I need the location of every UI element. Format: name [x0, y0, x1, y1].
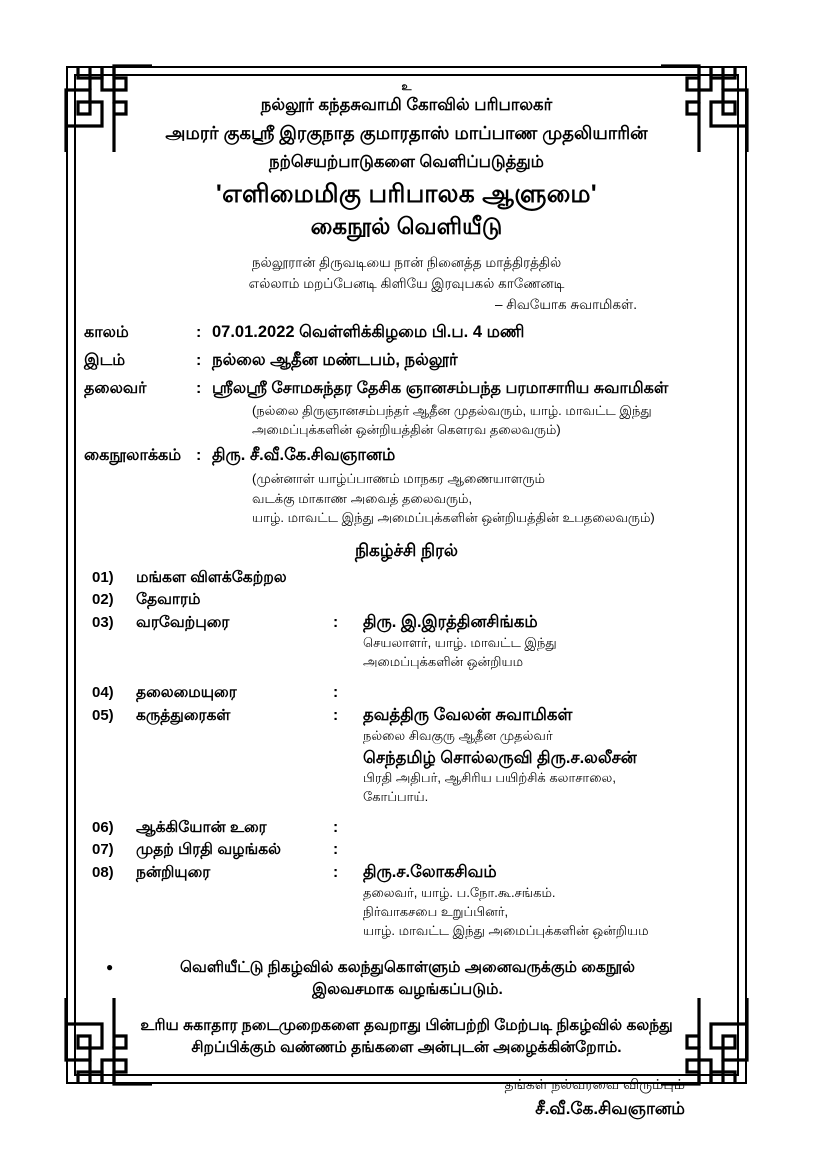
event-details	[84, 323, 729, 527]
detail-colon: :	[196, 351, 202, 369]
program-detail-line: செயலாளர், யாழ். மாவட்ட இந்து	[363, 634, 557, 650]
program-number: 02)	[92, 590, 114, 608]
detail-value: நல்லை ஆதீன மண்டபம், நல்லூர்	[212, 350, 458, 369]
program-number: 05)	[92, 706, 114, 724]
program-row	[84, 684, 729, 703]
program-detail-line: அமைப்புக்களின் ஒன்றியம	[363, 653, 524, 669]
program-row	[84, 706, 729, 727]
spacer	[84, 672, 729, 681]
closing-invitation	[84, 1015, 729, 1060]
program-row	[84, 613, 729, 634]
auspicious-mark: உ	[401, 81, 412, 93]
program-item: தலைமையுரை	[136, 683, 237, 701]
page-title: 'எளிமைமிகு பரிபாலக ஆளுமை'	[215, 180, 598, 209]
program-person: திரு.ச.லோகசிவம்	[363, 862, 497, 881]
header-line-3: நற்செயற்பாடுகளை வெளிப்படுத்தும்	[269, 152, 544, 171]
free-handbook-note-text	[122, 957, 729, 1001]
program-colon: :	[333, 840, 339, 858]
verse-attribution: – சிவயோக சுவாமிகள்.	[495, 297, 637, 313]
program-item: தேவாரம்	[136, 590, 201, 608]
header-line-1: நல்லூர் கந்தசுவாமி கோவில் பரிபாலகர்	[260, 96, 553, 114]
program-row	[84, 863, 729, 884]
signature-name: சீ.வீ.கே.சிவஞானம்	[535, 1098, 685, 1118]
program-colon: :	[333, 863, 339, 881]
note-line: இலவசமாக வழங்கப்படும்.	[312, 980, 503, 998]
program-detail-line: பிரதி அதிபர், ஆசிரிய பயிற்சிக் கலாசாலை,	[363, 770, 616, 786]
program-row	[84, 819, 729, 838]
program-number: 01)	[92, 568, 114, 586]
closing-line: உரிய சுகாதார நடைமுறைகளை தவறாது பின்பற்றி மேற்படி நிகழ்வில் கலந்து	[140, 1016, 673, 1034]
program-person: திரு. இ.இரத்தினசிங்கம்	[363, 612, 538, 631]
detail-row-venue	[84, 351, 729, 372]
detail-value: திரு. சீ.வீ.கே.சிவஞானம்	[212, 446, 396, 465]
detail-label: இடம்	[84, 351, 126, 369]
detail-label: கைநூலாக்கம்	[84, 447, 182, 465]
spacer	[84, 807, 729, 816]
header-line-2: அமரர் குகஸ்ரீ இரகுநாத குமாரதாஸ் மாப்பாண முதலியாரின்	[165, 123, 648, 144]
program-heading: நிகழ்ச்சி நிரல்	[354, 540, 459, 560]
program-list	[84, 569, 729, 941]
program-person: தவத்திரு வேலன் சுவாமிகள்	[363, 705, 573, 724]
detail-note-line: யாழ். மாவட்ட இந்து அமைப்புக்களின் ஒன்றியத்தின் உபதலைவரும்)	[252, 509, 655, 525]
verse-line: எல்லாம் மறப்பேனடி கிளியே இரவுபகல் காணேனடி	[248, 275, 565, 291]
verse-block	[84, 253, 729, 294]
program-item: நன்றியுரை	[136, 863, 211, 881]
program-detail-line: தலைவர், யாழ். ப.நோ.கூ.சங்கம்.	[363, 884, 556, 900]
program-detail-line: நிர்வாகசபை உறுப்பினர்,	[363, 903, 509, 919]
detail-row-chairperson	[84, 379, 729, 399]
detail-value: ஸ்ரீலஸ்ரீ சோமசுந்தர தேசிக ஞானசம்பந்த பரமாசாரிய சுவாமிகள்	[212, 379, 669, 397]
detail-note-line: அமைப்புக்களின் ஒன்றியத்தின் கௌரவ தலைவரும்)	[252, 422, 561, 438]
bullet-icon: ●	[106, 959, 114, 974]
detail-colon: :	[196, 447, 202, 465]
program-row	[84, 569, 729, 588]
free-handbook-note	[84, 957, 729, 1001]
program-number: 07)	[92, 840, 114, 858]
detail-note	[252, 401, 729, 439]
program-item: முதற் பிரதி வழங்கல்	[136, 840, 281, 858]
verse-line: நல்லூரான் திருவடியை நான் நினைத்த மாத்திரத்தில்	[251, 255, 562, 271]
program-item: கருத்துரைகள்	[136, 706, 231, 724]
detail-label: தலைவர்	[84, 379, 147, 397]
page-subtitle: கைநூல் வெளியீடு	[310, 212, 503, 239]
note-line: வெளியீட்டு நிகழ்வில் கலந்துகொள்ளும் அனைவருக்கும் கைநூல்	[179, 958, 636, 976]
program-detail-line: கோப்பாய்.	[363, 789, 429, 805]
program-row	[84, 591, 729, 610]
program-item: ஆக்கியோன் உரை	[136, 818, 267, 836]
detail-note-line: வடக்கு மாகாண அவைத் தலைவரும்,	[252, 490, 473, 506]
invitation-content	[84, 81, 729, 1118]
program-number: 08)	[92, 863, 114, 881]
program-colon: :	[333, 683, 339, 701]
signature-block	[84, 1074, 729, 1122]
program-number: 03)	[92, 613, 114, 631]
signature-greeting: தங்கள் நல்வரவை விரும்பும்	[504, 1075, 685, 1092]
program-item: வரவேற்புரை	[136, 613, 230, 631]
program-colon: :	[333, 818, 339, 836]
program-item: மங்கள விளக்கேற்றல	[136, 568, 287, 586]
program-number: 04)	[92, 683, 114, 701]
detail-value: 07.01.2022 வெள்ளிக்கிழமை பி.ப. 4 மணி	[212, 322, 525, 341]
detail-note-line: (முன்னாள் யாழ்ப்பாணம் மாநகர ஆணையாளரும்	[252, 471, 545, 487]
program-row	[84, 841, 729, 860]
detail-colon: :	[196, 379, 202, 397]
program-detail-line: செந்தமிழ் சொல்லருவி திரு.ச.லலீசன்	[363, 748, 637, 767]
detail-row-time	[84, 323, 729, 344]
program-colon: :	[333, 706, 339, 724]
detail-label: காலம்	[84, 323, 129, 341]
detail-note-line: (நல்லை திருஞானசம்பந்தர் ஆதீன முதல்வரும், யாழ். மாவட்ட இந்து	[252, 402, 652, 418]
closing-line: சிறப்பிக்கும் வண்ணம் தங்களை அன்புடன் அழைக்கின்றோம்.	[191, 1039, 622, 1057]
detail-row-author	[84, 446, 729, 467]
program-detail-line: நல்லை சிவகுரு ஆதீன முதல்வர்	[363, 727, 553, 743]
detail-note	[252, 469, 729, 527]
program-detail-line: யாழ். மாவட்ட இந்து அமைப்புக்களின் ஒன்றியம	[363, 922, 649, 938]
program-number: 06)	[92, 818, 114, 836]
program-colon: :	[333, 613, 339, 631]
detail-colon: :	[196, 323, 202, 341]
